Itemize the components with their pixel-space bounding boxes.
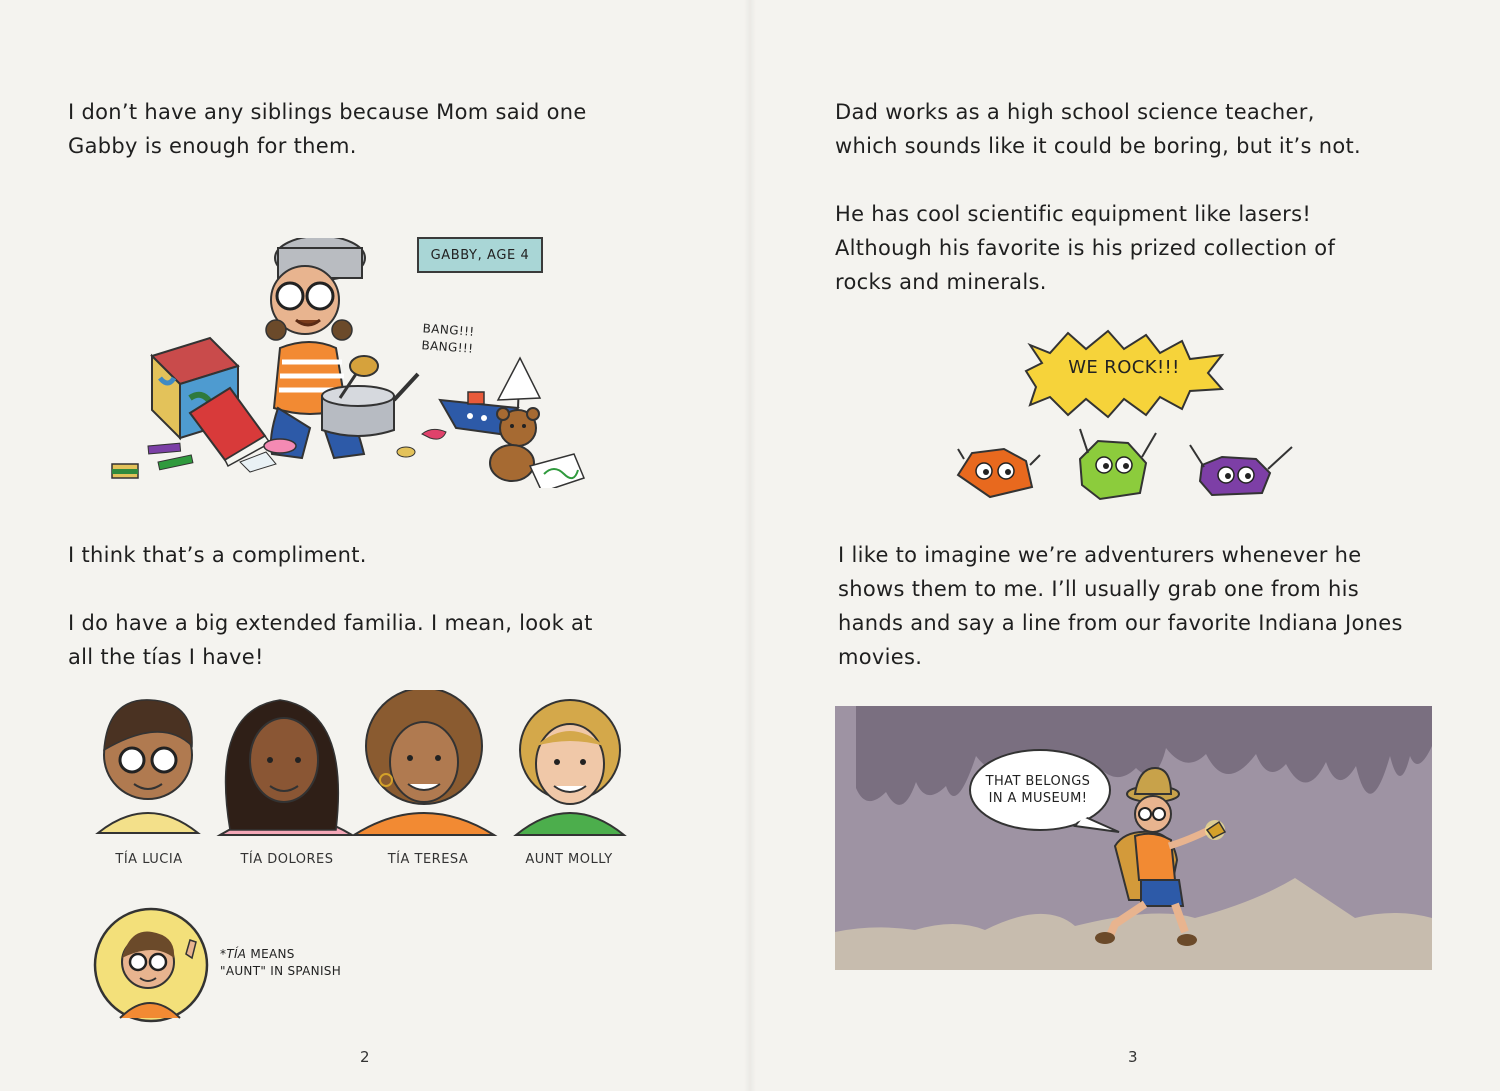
left-paragraph-familia: I do have a big extended familia. I mean, look at all the tías I have! [68, 611, 593, 669]
orange-rock-icon [958, 449, 1040, 497]
page-number-right: 3 [1128, 1048, 1138, 1066]
gabby-age-caption: GABBY, AGE 4 [417, 237, 543, 273]
left-paragraph-compliment: I think that’s a compliment. [68, 543, 367, 567]
crayons-icon [112, 443, 193, 478]
footnote-definition: MEANS "AUNT" IN SPANISH [220, 947, 342, 978]
tia-teresa-portrait [354, 690, 494, 835]
gabby-footnote-portrait [92, 906, 210, 1024]
tia-footnote [220, 946, 341, 980]
aunt-name-label: AUNT MOLLY [525, 852, 613, 867]
speech-bubble-text: THAT BELONGS IN A MUSEUM! [985, 774, 1091, 806]
green-rock-icon [1080, 429, 1156, 499]
left-paragraph-siblings: I don’t have any siblings because Mom said one Gabby is enough for them. [68, 100, 587, 158]
aunt-name-label: TÍA TERESA [387, 852, 469, 867]
we-rock-burst-text: WE ROCK!!! [1068, 357, 1180, 378]
tia-lucia-portrait [98, 700, 198, 833]
bang-sound-effect: BANG!!! BANG!!! [421, 321, 476, 356]
tia-dolores-portrait [220, 700, 352, 835]
page-number-left: 2 [360, 1048, 370, 1066]
aunt-molly-portrait [516, 700, 624, 835]
right-paragraph-dad: Dad works as a high school science teacher, which sounds like it could be boring, but it’s not. [835, 100, 1362, 158]
right-paragraph-equipment: He has cool scientific equipment like lasers! Although his favorite is his prized collection of rocks and minerals. [835, 202, 1336, 294]
cave-panel [835, 706, 1432, 970]
purple-rock-icon [1190, 445, 1292, 495]
right-paragraph-adventurers: I like to imagine we’re adventurers whenever he shows them to me. I’ll usually grab one from his hands and say a line from our favorite Indiana Jones movies. [838, 543, 1403, 669]
aunts-portraits [90, 690, 630, 840]
aunt-name-label: TÍA DOLORES [240, 852, 334, 867]
footnote-term: TÍA [226, 947, 247, 961]
gabby-playing-illustration [100, 238, 600, 488]
rocks-illustration [950, 325, 1310, 505]
drawing-paper-icon [530, 454, 584, 488]
footnote-marker: * [220, 947, 227, 961]
aunt-name-label: TÍA LUCIA [115, 852, 183, 867]
